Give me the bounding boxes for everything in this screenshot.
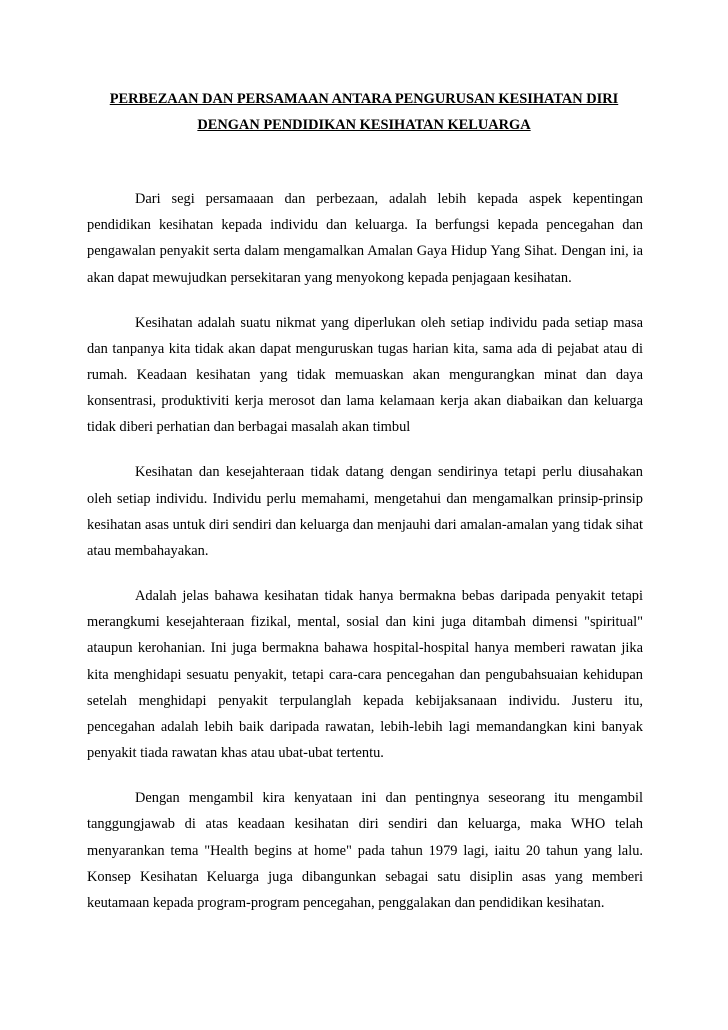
document-body (87, 186, 643, 935)
title-line-1: PERBEZAAN DAN PERSAMAAN ANTARA PENGURUSAN KESIHATAN DIRI (109, 91, 619, 107)
document-title (86, 86, 642, 138)
paragraph-5: Dengan mengambil kira kenyataan ini dan pentingnya seseorang itu mengambil tanggungjawab di atas keadaan kesihatan diri sendiri dan keluarga, maka WHO telah menyarankan tema "Health begins at home" pada tahun 1979 lagi, iaitu 20 tahun yang lalu. Konsep Kesihatan Keluarga juga dibangunkan sebagai satu disiplin asas yang memberi keutamaan kepada program-program pencegahan, penggalakan dan pendidikan kesihatan. (87, 790, 643, 912)
paragraph-3: Kesihatan dan kesejahteraan tidak datang dengan sendirinya tetapi perlu diusahakan oleh setiap individu. Individu perlu memahami, mengetahui dan mengamalkan prinsip-prinsip kesihatan asas untuk diri sendiri dan keluarga dan menjauhi dari amalan-amalan yang tidak sihat atau membahayakan. (87, 464, 643, 560)
paragraph-4: Adalah jelas bahawa kesihatan tidak hanya bermakna bebas daripada penyakit tetapi merangkumi kesejahteraan fizikal, mental, sosial dan kini juga ditambah dimensi "spiritual" ataupun kerohanian. Ini juga bermakna bahawa hospital-hospital hanya memberi rawatan jika kita menghidapi sesuatu penyakit, tetapi cara-cara pencegahan dan pengubahsuaian kehidupan setelah menghidapi penyakit terpulanglah kepada kebijaksanaan individu. Justeru itu, pencegahan adalah lebih baik daripada rawatan, lebih-lebih lagi memandangkan kini banyak penyakit tiada rawatan khas atau ubat-ubat tertentu. (87, 588, 643, 762)
title-line-2: DENGAN PENDIDIKAN KESIHATAN KELUARGA (197, 117, 531, 133)
paragraph-1: Dari segi persamaaan dan perbezaan, adalah lebih kepada aspek kepentingan pendidikan kesihatan kepada individu dan keluarga. Ia berfungsi kepada pencegahan dan pengawalan penyakit serta dalam mengamalkan Amalan Gaya Hidup Yang Sihat. Dengan ini, ia akan dapat mewujudkan persekitaran yang menyokong kepada penjagaan kesihatan. (87, 191, 643, 286)
paragraph-2: Kesihatan adalah suatu nikmat yang diperlukan oleh setiap individu pada setiap masa dan tanpanya kita tidak akan dapat menguruskan tugas harian kita, sama ada di pejabat atau di rumah. Keadaan kesihatan yang tidak memuaskan akan mengurangkan minat dan daya konsentrasi, produktiviti kerja merosot dan lama kelamaan kerja akan diabaikan dan keluarga tidak diberi perhatian dan berbagai masalah akan timbul (87, 314, 643, 436)
